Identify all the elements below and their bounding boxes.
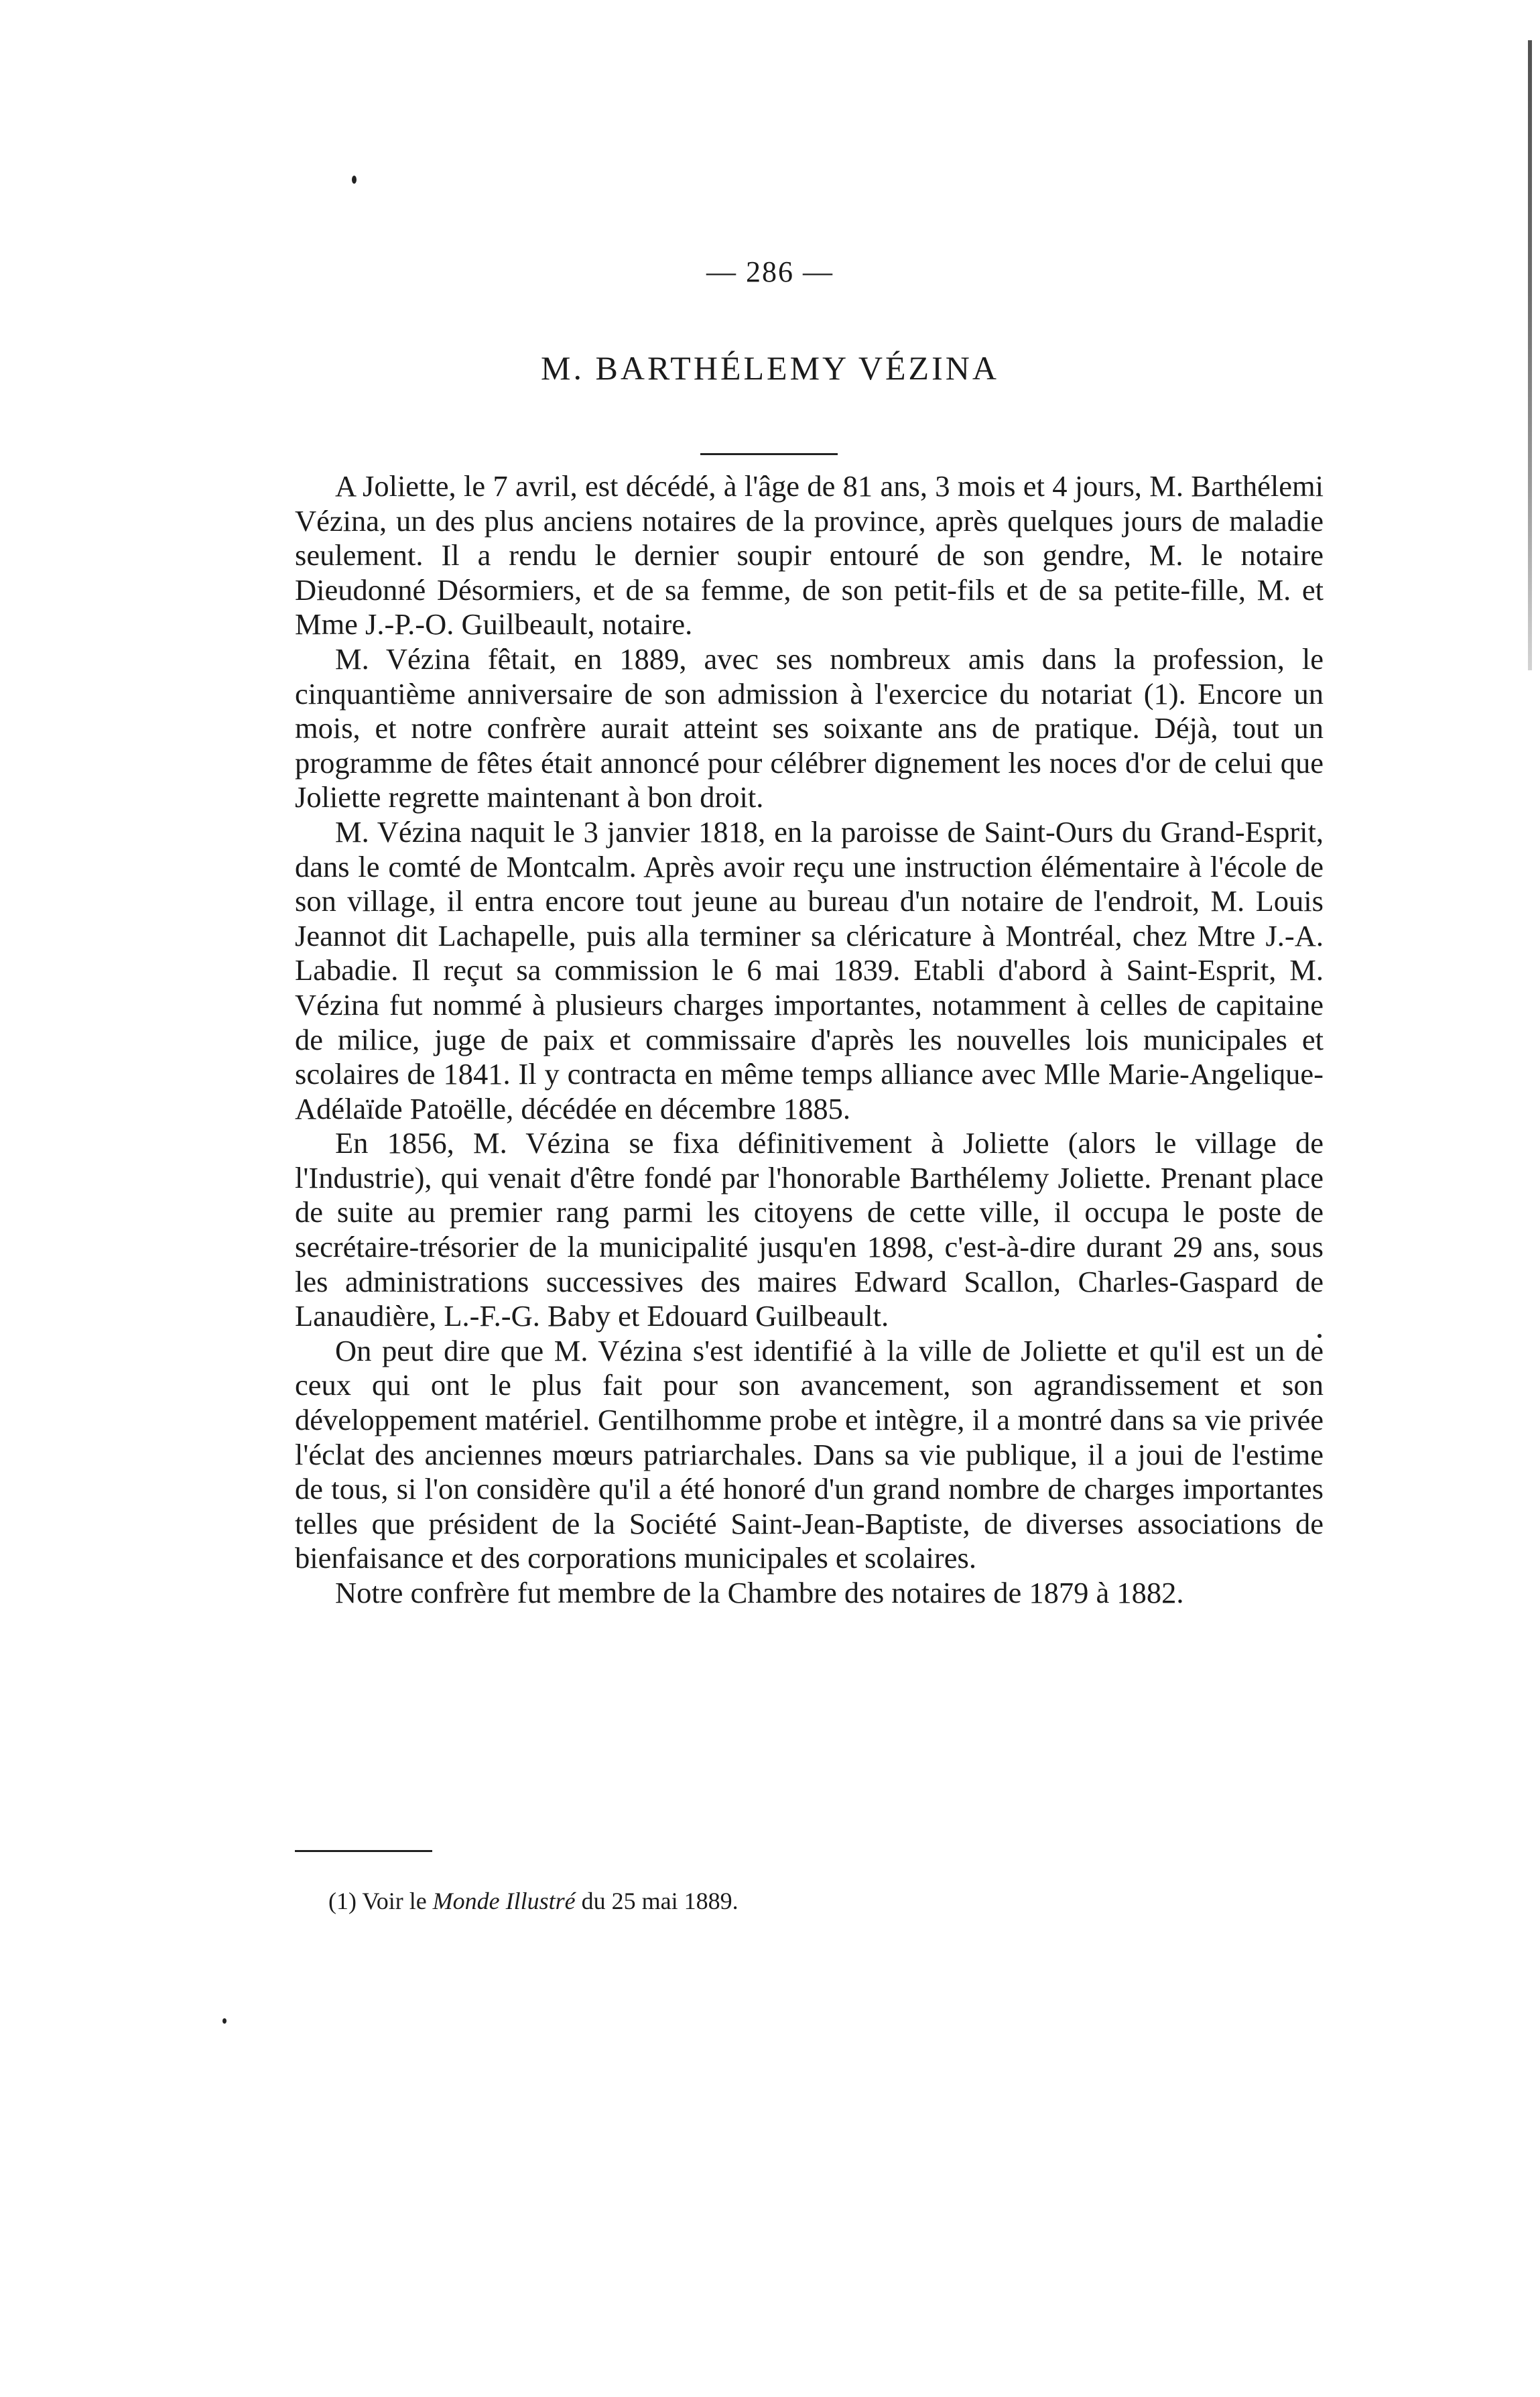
print-speck xyxy=(352,176,357,184)
page-number: — 286 — xyxy=(706,255,834,288)
footnote-publication: Monde Illustré xyxy=(432,1888,576,1914)
paragraph: A Joliette, le 7 avril, est décédé, à l'âge de 81 ans, 3 mois et 4 jours, M. Barthélemi Vézina, un des plus anciens notaires de la province, après quelques jours de maladie seulement. Il a rendu le dernier soupir entouré de son gendre, M. le notaire Dieudonné Désormiers, et de sa femme, de son petit-fils et de sa petite-fille, M. et Mme J.-P.-O. Guilbeault, notaire. xyxy=(295,469,1324,641)
footnote-text-before: Voir le xyxy=(362,1888,427,1914)
paragraph: Notre confrère fut membre de la Chambre des notaires de 1879 à 1882. xyxy=(335,1576,1184,1609)
paragraph: On peut dire que M. Vézina s'est identifié à la ville de Joliette et qu'il est un de ceux qui ont le plus fait pour son avancement, son agrandissement et son développement matériel. Gentilhomme probe et intègre, il a montré dans sa vie privée l'éclat des anciennes mœurs patriarchales. Dans sa vie publique, il a joui de l'estime de tous, si l'on considère qu'il a été honoré d'un grand nombre de charges importantes telles que président de la Société Saint-Jean-Baptiste, de diverses associations de bienfaisance et des corporations municipales et scolaires. xyxy=(295,1333,1324,1575)
paragraph: En 1856, M. Vézina se fixa définitivement à Joliette (alors le village de l'Industrie), qui venait d'être fondé par l'honorable Barthélemy Joliette. Prenant place de suite au premier rang parmi les citoyens de cette ville, il occupa le poste de secrétaire-trésorier de la municipalité jusqu'en 1898, c'est-à-dire durant 29 ans, sous les administrations successives des maires Edward Scallon, Charles-Gaspard de Lanaudière, L.-F.-G. Baby et Edouard Guilbeault. xyxy=(295,1126,1324,1333)
print-speck xyxy=(222,2018,227,2024)
title-rule xyxy=(700,453,838,455)
footnote-rule xyxy=(295,1850,432,1852)
paragraph: M. Vézina naquit le 3 janvier 1818, en la paroisse de Saint-Ours du Grand-Esprit, dans le comté de Montcalm. Après avoir reçu une instruction élémentaire à l'école de son village, il entra encore tout jeune au bureau d'un notaire de l'endroit, M. Louis Jeannot dit Lachapelle, puis alla terminer sa cléricature à Montréal, chez Mtre J.-A. Labadie. Il reçut sa commission le 6 mai 1839. Etabli d'abord à Saint-Esprit, M. Vézina fut nommé à plusieurs charges importantes, notamment à celles de capitaine de milice, juge de paix et commissaire d'après les nouvelles lois municipales et scolaires de 1841. Il y contracta en même temps alliance avec Mlle Marie-Angelique-Adélaïde Patoëlle, décédée en décembre 1885. xyxy=(295,814,1324,1125)
article-title: M. BARTHÉLEMY VÉZINA xyxy=(541,349,999,387)
article-body xyxy=(295,469,1324,1611)
footnote xyxy=(328,1887,1267,1915)
footnote-marker: (1) xyxy=(328,1888,357,1914)
footnote-text-after: du 25 mai 1889. xyxy=(581,1888,739,1914)
paragraph: M. Vézina fêtait, en 1889, avec ses nombreux amis dans la profession, le cinquantième anniversaire de son admission à l'exercice du notariat (1). Encore un mois, et notre confrère aurait atteint ses soixante ans de pratique. Déjà, tout un programme de fêtes était annoncé pour célébrer dignement les noces d'or de celui que Joliette regrette maintenant à bon droit. xyxy=(295,641,1324,814)
